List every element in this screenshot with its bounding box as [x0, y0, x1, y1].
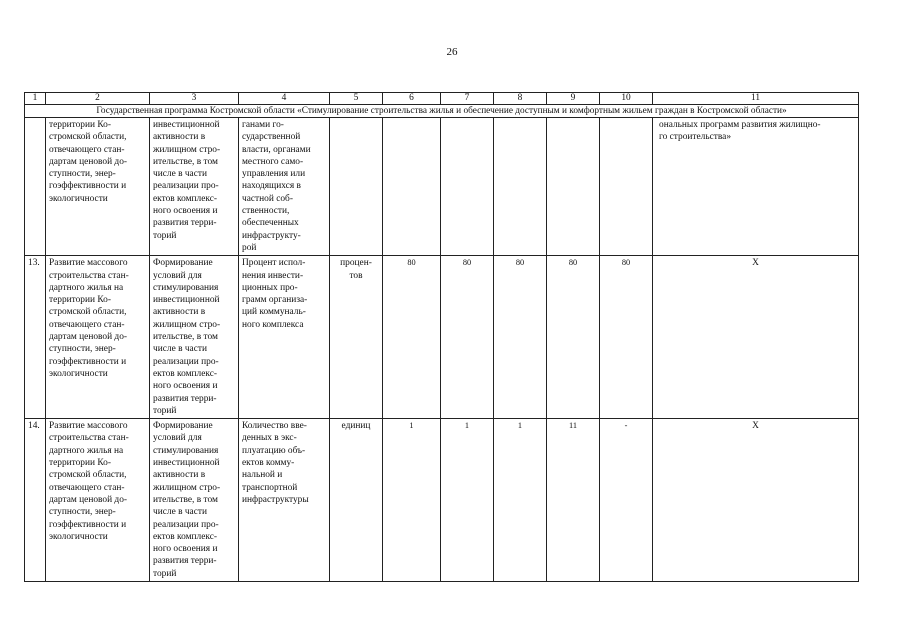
task-cell: Формирование условий для стимулирования инвестиционной активности в жилищном стро- ительстве, в том числе в части реализации про- ектов комплекс- ного освоения и развития терри- торий: [150, 419, 239, 582]
value-cell: 1: [494, 419, 547, 582]
column-number: 9: [547, 93, 600, 105]
unit-cell: [330, 118, 383, 256]
column-number: 4: [239, 93, 330, 105]
value-cell: 80: [600, 256, 653, 419]
value-cell: [494, 118, 547, 256]
column-number: 1: [25, 93, 46, 105]
value-cell: 80: [441, 256, 494, 419]
indicators-table: [24, 92, 859, 582]
table-row: [25, 256, 859, 419]
value-cell: -: [600, 419, 653, 582]
value-cell: [441, 118, 494, 256]
goal-cell: территории Ко- стромской области, отвечающего стан- дартам ценовой до- ступности, энер- гоэффективности и экологичности: [46, 118, 150, 256]
value-cell: [547, 118, 600, 256]
unit-cell: единиц: [330, 419, 383, 582]
method-cell: X: [653, 256, 859, 419]
indicator-cell: Количество вве- денных в экс- плуатацию объ- ектов комму- нальной и транспортной инфраструктуры: [239, 419, 330, 582]
value-cell: 1: [383, 419, 441, 582]
page-number: 26: [446, 46, 458, 58]
column-number: 7: [441, 93, 494, 105]
value-cell: 80: [383, 256, 441, 419]
value-cell: 1: [441, 419, 494, 582]
table-row: [25, 419, 859, 582]
goal-cell: Развитие массового строительства стан- дартного жилья на территории Ко- стромской области, отвечающего стан- дартам ценовой до- ступности, энер- гоэффективности и экологичности: [46, 256, 150, 419]
program-title: Государственная программа Костромской области «Стимулирование строительства жилья и обеспечение доступным и комфортным жильем граждан в Костромской области»: [25, 105, 859, 118]
row-number: 13.: [25, 256, 46, 419]
value-cell: 80: [494, 256, 547, 419]
column-number: 11: [653, 93, 859, 105]
row-number: 14.: [25, 419, 46, 582]
value-cell: 11: [547, 419, 600, 582]
task-cell: инвестиционной активности в жилищном стро- ительстве, в том числе в части реализации про- ектов комплекс- ного освоения и развития терри- торий: [150, 118, 239, 256]
column-number: 8: [494, 93, 547, 105]
indicator-cell: Процент испол- нения инвести- ционных про- грамм организа- ций коммуналь- ного комплекса: [239, 256, 330, 419]
column-number: 5: [330, 93, 383, 105]
unit-cell: процен- тов: [330, 256, 383, 419]
goal-cell: Развитие массового строительства стан- дартного жилья на территории Ко- стромской области, отвечающего стан- дартам ценовой до- ступности, энер- гоэффективности и экологичности: [46, 419, 150, 582]
table-row: [25, 118, 859, 256]
column-number-row: [25, 93, 859, 105]
row-number: [25, 118, 46, 256]
column-number: 2: [46, 93, 150, 105]
value-cell: [600, 118, 653, 256]
value-cell: 80: [547, 256, 600, 419]
method-cell: ональных программ развития жилищно- го строительства»: [653, 118, 859, 256]
column-number: 3: [150, 93, 239, 105]
column-number: 6: [383, 93, 441, 105]
column-number: 10: [600, 93, 653, 105]
indicator-cell: ганами го- сударственной власти, органами местного само- управления или находящихся в частной соб- ственности, обеспеченных инфраструкту- рой: [239, 118, 330, 256]
method-cell: X: [653, 419, 859, 582]
program-title-row: [25, 105, 859, 118]
task-cell: Формирование условий для стимулирования инвестиционной активности в жилищном стро- ительстве, в том числе в части реализации про- ектов комплекс- ного освоения и развития терри- торий: [150, 256, 239, 419]
value-cell: [383, 118, 441, 256]
